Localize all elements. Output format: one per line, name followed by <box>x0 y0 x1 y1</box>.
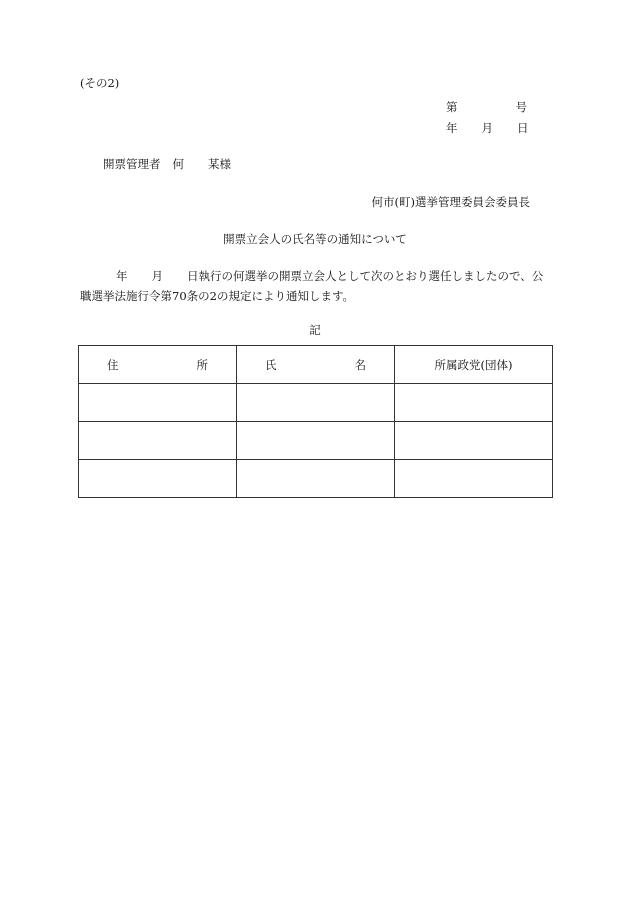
table-cell <box>79 384 237 422</box>
form-number: (その2) <box>80 76 120 90</box>
date-month: 月 <box>481 121 493 135</box>
ki-heading: 記 <box>309 323 321 337</box>
body-line-1 <box>80 266 555 286</box>
body-year: 年 <box>116 269 128 283</box>
header-address-2: 所 <box>196 357 208 372</box>
date-year: 年 <box>446 121 458 135</box>
table-row <box>79 422 553 460</box>
table-header-row <box>79 346 553 384</box>
header-name-2: 名 <box>354 357 366 372</box>
addressee-name-part1: 何 <box>172 157 184 171</box>
table-row <box>79 460 553 498</box>
addressee-name-part2: 某様 <box>208 157 231 171</box>
date-day: 日 <box>517 121 529 135</box>
header-name <box>237 346 395 384</box>
header-address <box>79 346 237 384</box>
table-row <box>79 384 553 422</box>
body-text <box>80 266 555 306</box>
table-cell <box>395 384 553 422</box>
body-month: 月 <box>151 269 163 283</box>
body-line-1-rest: 日執行の何選挙の開票立会人として次のとおり選任しましたので、公 <box>187 269 544 283</box>
header-address-1: 住 <box>107 357 119 372</box>
table-cell <box>79 422 237 460</box>
addressee <box>103 156 231 172</box>
header-party: 所属政党(団体) <box>395 346 553 384</box>
document-date <box>446 120 529 136</box>
table-cell <box>237 460 395 498</box>
subject-title: 開票立会人の氏名等の通知について <box>223 232 407 246</box>
table-cell <box>395 460 553 498</box>
table-cell <box>79 460 237 498</box>
header-name-1: 氏 <box>265 357 277 372</box>
record-table <box>78 345 553 498</box>
document-number <box>446 99 527 115</box>
body-line-2: 職選挙法施行令第70条の2の規定により通知します。 <box>80 289 355 303</box>
sender: 何市(町)選挙管理委員会委員長 <box>371 195 530 209</box>
doc-number-prefix: 第 <box>446 100 458 114</box>
table-cell <box>237 422 395 460</box>
table-cell <box>237 384 395 422</box>
doc-number-suffix: 号 <box>515 100 527 114</box>
addressee-title: 開票管理者 <box>103 157 161 171</box>
table-cell <box>395 422 553 460</box>
